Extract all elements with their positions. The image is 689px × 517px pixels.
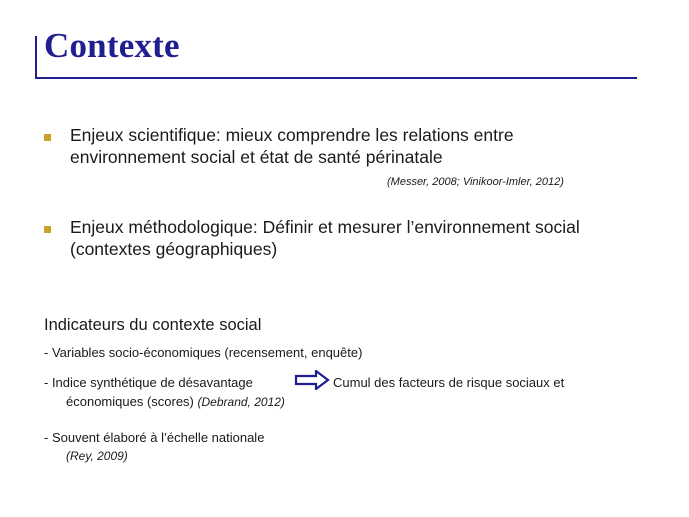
indicators-heading: Indicateurs du contexte social [44,316,262,334]
title-underline [35,77,637,79]
title-accent-line [35,36,37,78]
citation-rey: (Rey, 2009) [66,449,128,463]
bullet-line-1: Enjeux méthodologique: Définir et mesurer l’environnement social [70,217,580,237]
indicator-item-national: - Souvent élaboré à l’échelle nationale [44,430,265,445]
bullet-scientific [44,124,644,168]
bullet-square-icon [44,226,51,233]
citation-debrand: (Debrand, 2012) [197,395,285,409]
indicator-index-description: Cumul des facteurs de risque sociaux et [333,375,565,390]
bullet-methodological [44,216,644,260]
bullet-line-1: Enjeux scientifique: mieux comprendre les relations entre [70,125,514,145]
indicator-item-index: - Indice synthétique de désavantage [44,375,253,390]
page-title: Contexte [44,26,180,65]
indicator-item-variables: - Variables socio-économiques (recensement, enquête) [44,345,363,360]
right-arrow-icon [294,370,330,390]
bullet-line-2: (contextes géographiques) [70,239,278,259]
citation-messer: (Messer, 2008; Vinikoor-Imler, 2012) [387,176,564,188]
indicator-index-scores: économiques (scores) [66,394,194,409]
bullet-line-2: environnement social et état de santé périnatale [70,147,443,167]
indicator-index-continuation [66,393,285,411]
bullet-square-icon [44,134,51,141]
